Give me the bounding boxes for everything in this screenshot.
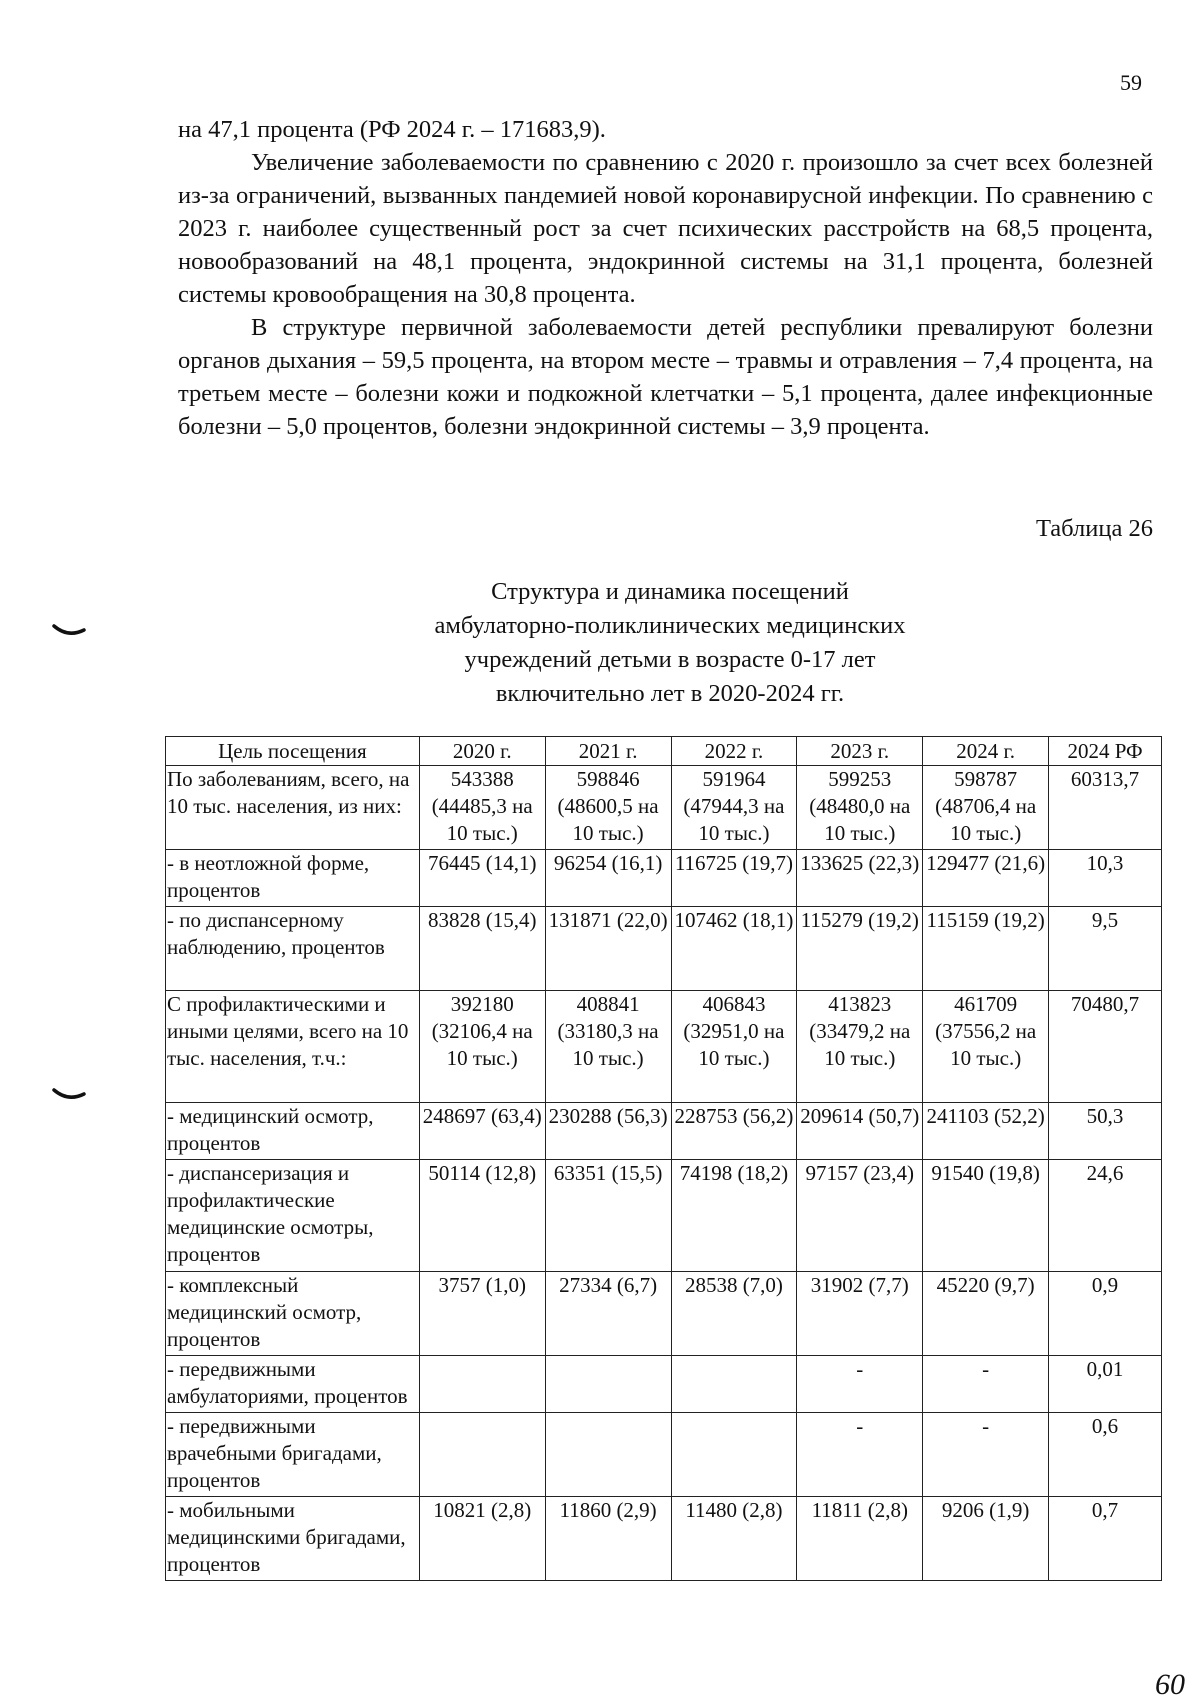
table-title [380, 575, 960, 711]
cell-2023: 115279 (19,2) [797, 907, 923, 991]
cell-2022: 591964 (47944,3 на 10 тыс.) [671, 766, 797, 850]
cell-2020: 76445 (14,1) [419, 850, 545, 907]
row-label: - медицинский осмотр, процентов [166, 1103, 420, 1160]
table-caption: Таблица 26 [1035, 515, 1153, 542]
table-row [166, 991, 1162, 1103]
cell-2022 [671, 1413, 797, 1497]
row-label: - в неотложной форме, процентов [166, 850, 420, 907]
cell-2024: - [923, 1356, 1049, 1413]
page-number: 59 [1120, 70, 1142, 95]
cell-2024-rf: 60313,7 [1049, 766, 1162, 850]
row-label: С профилактическими и иными целями, всего на 10 тыс. населения, т.ч.: [166, 991, 420, 1103]
table-header-row [166, 737, 1162, 766]
cell-2024-rf: 50,3 [1049, 1103, 1162, 1160]
row-label: По заболеваниям, всего, на 10 тыс. населения, из них: [166, 766, 420, 850]
cell-2022: 228753 (56,2) [671, 1103, 797, 1160]
cell-2022: 11480 (2,8) [671, 1497, 797, 1581]
header-purpose: Цель посещения [166, 737, 420, 766]
cell-2021: 11860 (2,9) [545, 1497, 671, 1581]
cell-2023: 97157 (23,4) [797, 1160, 923, 1272]
cell-2023: - [797, 1413, 923, 1497]
cell-2021: 131871 (22,0) [545, 907, 671, 991]
cell-2021: 598846 (48600,5 на 10 тыс.) [545, 766, 671, 850]
cell-2024: 91540 (19,8) [923, 1160, 1049, 1272]
header-2022: 2022 г. [671, 737, 797, 766]
cell-2021: 96254 (16,1) [545, 850, 671, 907]
visits-table [165, 736, 1162, 1581]
cell-2022: 28538 (7,0) [671, 1272, 797, 1356]
cell-2024: 129477 (21,6) [923, 850, 1049, 907]
cell-2020: 248697 (63,4) [419, 1103, 545, 1160]
cell-2024: 241103 (52,2) [923, 1103, 1049, 1160]
table-row [166, 1103, 1162, 1160]
cell-2024-rf: 10,3 [1049, 850, 1162, 907]
table-row [166, 766, 1162, 850]
cell-2020: 50114 (12,8) [419, 1160, 545, 1272]
cell-2024: 45220 (9,7) [923, 1272, 1049, 1356]
cell-2023: 413823 (33479,2 на 10 тыс.) [797, 991, 923, 1103]
row-label: - комплексный медицинский осмотр, процентов [166, 1272, 420, 1356]
cell-2020: 10821 (2,8) [419, 1497, 545, 1581]
table-row [166, 907, 1162, 991]
binder-hole-mark [52, 1088, 86, 1102]
row-label: - по диспансерному наблюдению, процентов [166, 907, 420, 991]
cell-2022: 116725 (19,7) [671, 850, 797, 907]
body-text [178, 113, 1153, 443]
row-label: - диспансеризация и профилактические медицинские осмотры, процентов [166, 1160, 420, 1272]
table-row [166, 1413, 1162, 1497]
cell-2020: 543388 (44485,3 на 10 тыс.) [419, 766, 545, 850]
cell-2023: 133625 (22,3) [797, 850, 923, 907]
cell-2024: 9206 (1,9) [923, 1497, 1049, 1581]
header-2024: 2024 г. [923, 737, 1049, 766]
cell-2024: 115159 (19,2) [923, 907, 1049, 991]
cell-2023: 31902 (7,7) [797, 1272, 923, 1356]
cell-2024-rf: 0,01 [1049, 1356, 1162, 1413]
cell-2024-rf: 0,7 [1049, 1497, 1162, 1581]
cell-2021: 27334 (6,7) [545, 1272, 671, 1356]
cell-2021: 230288 (56,3) [545, 1103, 671, 1160]
cell-2024-rf: 70480,7 [1049, 991, 1162, 1103]
cell-2021 [545, 1356, 671, 1413]
cell-2023: 209614 (50,7) [797, 1103, 923, 1160]
cell-2022: 74198 (18,2) [671, 1160, 797, 1272]
table-title-line: амбулаторно-поликлинических медицинских [434, 612, 906, 639]
header-2023: 2023 г. [797, 737, 923, 766]
cell-2020: 3757 (1,0) [419, 1272, 545, 1356]
header-2020: 2020 г. [419, 737, 545, 766]
table-title-line: включительно лет в 2020-2024 гг. [495, 680, 845, 707]
cell-2021 [545, 1413, 671, 1497]
binder-hole-mark [52, 624, 86, 638]
table-row [166, 1356, 1162, 1413]
cell-2024-rf: 9,5 [1049, 907, 1162, 991]
table-title-line: Структура и динамика посещений [491, 578, 849, 605]
handwritten-page-number: 60 [1155, 1668, 1185, 1701]
paragraph: В структуре первичной заболеваемости детей республики превалируют болезни органов дыхания – 59,5 процента, на втором месте – травмы и отравления – 7,4 процента, на третьем месте – болезни кожи и подкожной клетчатки – 5,1 процента, далее инфекционные болезни – 5,0 процентов, болезни эндокринной системы – 3,9 процента. [178, 314, 1153, 440]
cell-2020 [419, 1356, 545, 1413]
cell-2024: 461709 (37556,2 на 10 тыс.) [923, 991, 1049, 1103]
row-label: - мобильными медицинскими бригадами, процентов [166, 1497, 420, 1581]
table-row [166, 1272, 1162, 1356]
cell-2022: 107462 (18,1) [671, 907, 797, 991]
cell-2024-rf: 24,6 [1049, 1160, 1162, 1272]
cell-2024: - [923, 1413, 1049, 1497]
row-label: - передвижными амбулаториями, процентов [166, 1356, 420, 1413]
table-row [166, 850, 1162, 907]
paragraph: Увеличение заболеваемости по сравнению с 2020 г. произошло за счет всех болезней из-за ограничений, вызванных пандемией новой коронавирусной инфекции. По сравнению с 2023 г. наиболее существенный рост за счет психических расстройств на 68,5 процента, новообразований на 48,1 процента, эндокринной системы на 31,1 процента, болезней системы кровообращения на 30,8 процента. [178, 149, 1153, 308]
header-2021: 2021 г. [545, 737, 671, 766]
cell-2023: 11811 (2,8) [797, 1497, 923, 1581]
row-label: - передвижными врачебными бригадами, процентов [166, 1413, 420, 1497]
cell-2023: - [797, 1356, 923, 1413]
cell-2020: 83828 (15,4) [419, 907, 545, 991]
cell-2020 [419, 1413, 545, 1497]
cell-2022 [671, 1356, 797, 1413]
cell-2024-rf: 0,9 [1049, 1272, 1162, 1356]
table-row [166, 1160, 1162, 1272]
cell-2024-rf: 0,6 [1049, 1413, 1162, 1497]
cell-2021: 408841 (33180,3 на 10 тыс.) [545, 991, 671, 1103]
cell-2022: 406843 (32951,0 на 10 тыс.) [671, 991, 797, 1103]
paragraph: на 47,1 процента (РФ 2024 г. – 171683,9). [178, 116, 606, 143]
cell-2023: 599253 (48480,0 на 10 тыс.) [797, 766, 923, 850]
header-2024-rf: 2024 РФ [1049, 737, 1162, 766]
cell-2024: 598787 (48706,4 на 10 тыс.) [923, 766, 1049, 850]
table-row [166, 1497, 1162, 1581]
table-title-line: учреждений детьми в возрасте 0-17 лет [464, 646, 876, 673]
cell-2020: 392180 (32106,4 на 10 тыс.) [419, 991, 545, 1103]
cell-2021: 63351 (15,5) [545, 1160, 671, 1272]
